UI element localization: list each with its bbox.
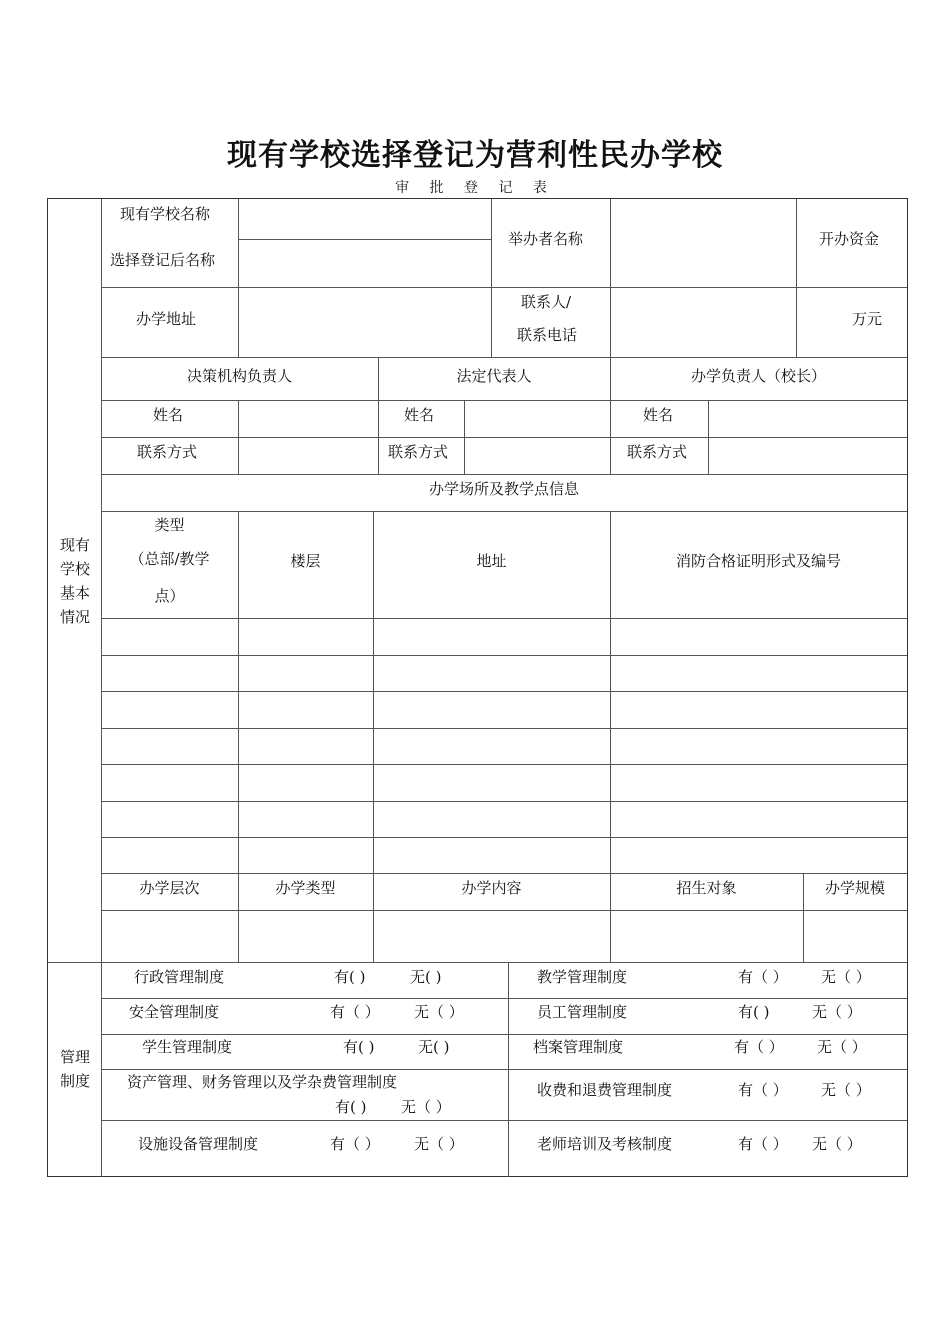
label-venue-type: 类型 <box>154 516 185 534</box>
grid-line-v <box>610 357 611 474</box>
grid-line-h <box>101 287 907 288</box>
grid-line-h <box>101 437 907 438</box>
section-systems-label <box>50 1045 100 1093</box>
grid-line-h <box>48 962 907 963</box>
label-name-1: 姓名 <box>153 406 184 424</box>
teaching-no: 无（ ） <box>821 968 871 986</box>
grid-line-v <box>803 873 804 962</box>
archive-no: 无（ ） <box>817 1038 867 1056</box>
grid-line-h <box>101 1034 907 1035</box>
label-name-2: 姓名 <box>404 406 435 424</box>
label-venues-header: 办学场所及教学点信息 <box>428 480 579 498</box>
grid-line-h <box>101 998 907 999</box>
student-yes: 有( ) <box>343 1038 375 1056</box>
grid-line-v <box>373 511 374 962</box>
finance-yes: 有( ) <box>335 1098 367 1116</box>
finance-no: 无（ ） <box>401 1098 451 1116</box>
label-principal: 办学负责人（校长） <box>690 367 826 385</box>
label-contact-person: 联系人/ <box>521 293 572 311</box>
label-contact-phone: 联系电话 <box>517 326 578 344</box>
section-basic-label <box>50 533 100 629</box>
staff-yes: 有( ) <box>738 1003 770 1021</box>
facility-yes: 有（ ） <box>330 1135 380 1153</box>
label-content: 办学内容 <box>461 879 522 897</box>
label-fees-system: 收费和退费管理制度 <box>537 1081 673 1099</box>
section-basic-label-line: 现有 <box>59 536 90 554</box>
label-capital-unit: 万元 <box>852 310 883 328</box>
label-staff-system: 员工管理制度 <box>537 1003 628 1021</box>
label-sponsor-name: 举办者名称 <box>508 230 584 248</box>
grid-line-h <box>101 873 907 874</box>
label-contact-1: 联系方式 <box>137 443 198 461</box>
label-type: 办学类型 <box>275 879 336 897</box>
training-no: 无（ ） <box>812 1135 862 1153</box>
label-venue-type-detail: （总部/教学 <box>129 550 210 568</box>
grid-line-h <box>101 655 907 656</box>
page-subtitle: 审 批 登 记 表 <box>395 180 555 196</box>
grid-line-v <box>238 511 239 962</box>
label-target: 招生对象 <box>676 879 737 897</box>
archive-yes: 有（ ） <box>734 1038 784 1056</box>
section-basic-label-line: 情况 <box>59 608 90 626</box>
safety-yes: 有（ ） <box>330 1003 380 1021</box>
fees-no: 无（ ） <box>821 1081 871 1099</box>
section-basic-label-line: 基本 <box>59 584 90 602</box>
label-address: 办学地址 <box>136 310 197 328</box>
grid-line-h <box>101 801 907 802</box>
label-admin-system: 行政管理制度 <box>134 968 225 986</box>
grid-line-h <box>101 511 907 512</box>
grid-line-h <box>101 764 907 765</box>
grid-line-h <box>101 837 907 838</box>
label-level: 办学层次 <box>139 879 200 897</box>
grid-line-v <box>238 400 239 474</box>
label-scale: 办学规模 <box>824 879 885 897</box>
label-safety-system: 安全管理制度 <box>129 1003 220 1021</box>
grid-line-h <box>101 1120 907 1121</box>
grid-line-h <box>101 474 907 475</box>
admin-yes: 有( ) <box>334 968 366 986</box>
label-venue-floor: 楼层 <box>290 552 321 570</box>
safety-no: 无（ ） <box>414 1003 464 1021</box>
facility-no: 无（ ） <box>414 1135 464 1153</box>
page-title: 现有学校选择登记为营利性民办学校 <box>227 138 723 173</box>
label-name-3: 姓名 <box>643 406 674 424</box>
label-teaching-system: 教学管理制度 <box>537 968 628 986</box>
form-frame <box>47 198 908 1177</box>
label-capital: 开办资金 <box>819 230 880 248</box>
grid-line-v <box>464 400 465 474</box>
label-venue-type-detail-end: 点） <box>154 587 185 605</box>
grid-line-h <box>101 357 907 358</box>
fees-yes: 有（ ） <box>738 1081 788 1099</box>
grid-line-v <box>610 511 611 962</box>
teaching-yes: 有（ ） <box>738 968 788 986</box>
label-legal-rep: 法定代表人 <box>456 367 532 385</box>
label-contact-3: 联系方式 <box>627 443 688 461</box>
grid-line-v <box>491 199 492 357</box>
grid-line-h <box>101 1069 907 1070</box>
grid-line-h <box>101 400 907 401</box>
grid-line-v <box>796 199 797 357</box>
staff-no: 无（ ） <box>812 1003 862 1021</box>
section-systems-label-line: 管理 <box>59 1048 90 1066</box>
grid-line-v <box>610 199 611 357</box>
section-basic-label-line: 学校 <box>59 560 90 578</box>
grid-line-h <box>101 618 907 619</box>
grid-line-v <box>508 962 509 1177</box>
training-yes: 有（ ） <box>738 1135 788 1153</box>
label-decision-head: 决策机构负责人 <box>186 367 292 385</box>
label-student-system: 学生管理制度 <box>142 1038 233 1056</box>
grid-line-h <box>238 239 491 240</box>
grid-line-v <box>378 357 379 474</box>
grid-line-h <box>101 728 907 729</box>
grid-line-v <box>708 400 709 474</box>
label-venue-address: 地址 <box>476 552 507 570</box>
section-systems-label-line: 制度 <box>59 1072 90 1090</box>
grid-line-v <box>238 199 239 357</box>
label-venue-fire-cert: 消防合格证明形式及编号 <box>675 552 841 570</box>
grid-line-v <box>101 199 102 1177</box>
admin-no: 无( ) <box>410 968 442 986</box>
grid-line-h <box>101 691 907 692</box>
label-contact-2: 联系方式 <box>388 443 449 461</box>
label-finance-system: 资产管理、财务管理以及学杂费管理制度 <box>127 1073 398 1091</box>
grid-line-h <box>101 910 907 911</box>
label-training-system: 老师培训及考核制度 <box>537 1135 673 1153</box>
label-archive-system: 档案管理制度 <box>533 1038 624 1056</box>
student-no: 无( ) <box>418 1038 450 1056</box>
label-school-name: 现有学校名称 <box>120 205 211 223</box>
label-new-name: 选择登记后名称 <box>110 251 216 269</box>
label-facility-system: 设施设备管理制度 <box>138 1135 259 1153</box>
